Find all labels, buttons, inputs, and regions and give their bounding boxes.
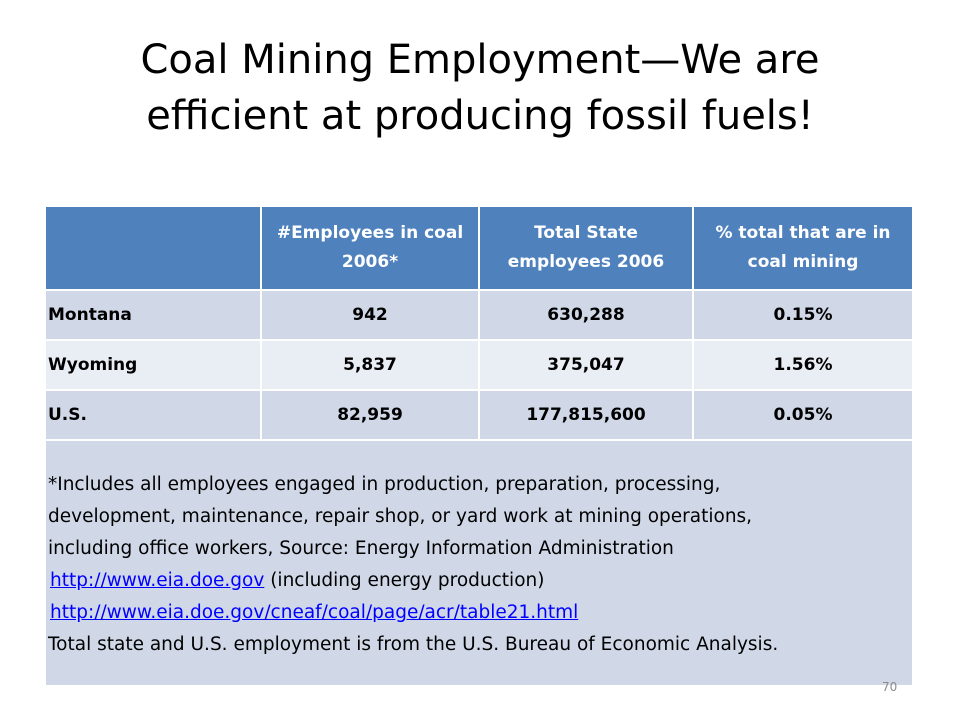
slide-title-line-2: efficient at producing fossil fuels! [146,93,814,139]
eia-home-link[interactable]: http://www.eia.doe.gov [50,570,265,591]
coal-employment-table [46,207,912,687]
footnote-line: development, maintenance, repair shop, or yard work at mining operations, [48,506,753,527]
cell-percent-coal: 1.56% [694,341,912,391]
cell-coal-employees: 5,837 [262,341,480,391]
cell-percent-coal: 0.05% [694,391,912,441]
header-cell-blank [46,207,262,291]
footnote-link-suffix: (including energy production) [264,570,545,591]
footnote-cell [46,441,912,687]
cell-total-state-employees: 630,288 [480,291,694,341]
cell-total-state-employees: 375,047 [480,341,694,391]
footnote-line: including office workers, Source: Energy Information Administration [48,538,674,559]
eia-table21-link[interactable]: http://www.eia.doe.gov/cneaf/coal/page/acr/table21.html [50,602,579,623]
header-cell-percent-coal: % total that are in coal mining [694,207,912,291]
slide-number: 70 [882,680,898,694]
slide-title [60,32,900,144]
row-label-wyoming: Wyoming [46,341,262,391]
cell-total-state-employees: 177,815,600 [480,391,694,441]
row-label-montana: Montana [46,291,262,341]
footnote-line: *Includes all employees engaged in production, preparation, processing, [48,474,721,495]
slide-title-line-1: Coal Mining Employment—We are [140,37,820,83]
cell-coal-employees: 942 [262,291,480,341]
header-cell-coal-employees: #Employees in coal 2006* [262,207,480,291]
table-row [46,291,912,341]
cell-coal-employees: 82,959 [262,391,480,441]
table-row [46,391,912,441]
footnote-line: Total state and U.S. employment is from the U.S. Bureau of Economic Analysis. [48,634,779,655]
table-header-row [46,207,912,291]
cell-percent-coal: 0.15% [694,291,912,341]
footnote-link-line [48,565,906,597]
row-label-us: U.S. [46,391,262,441]
header-cell-total-state-employees: Total State employees 2006 [480,207,694,291]
table-row [46,341,912,391]
footnote-link-line [48,597,906,629]
table-note-row [46,441,912,687]
